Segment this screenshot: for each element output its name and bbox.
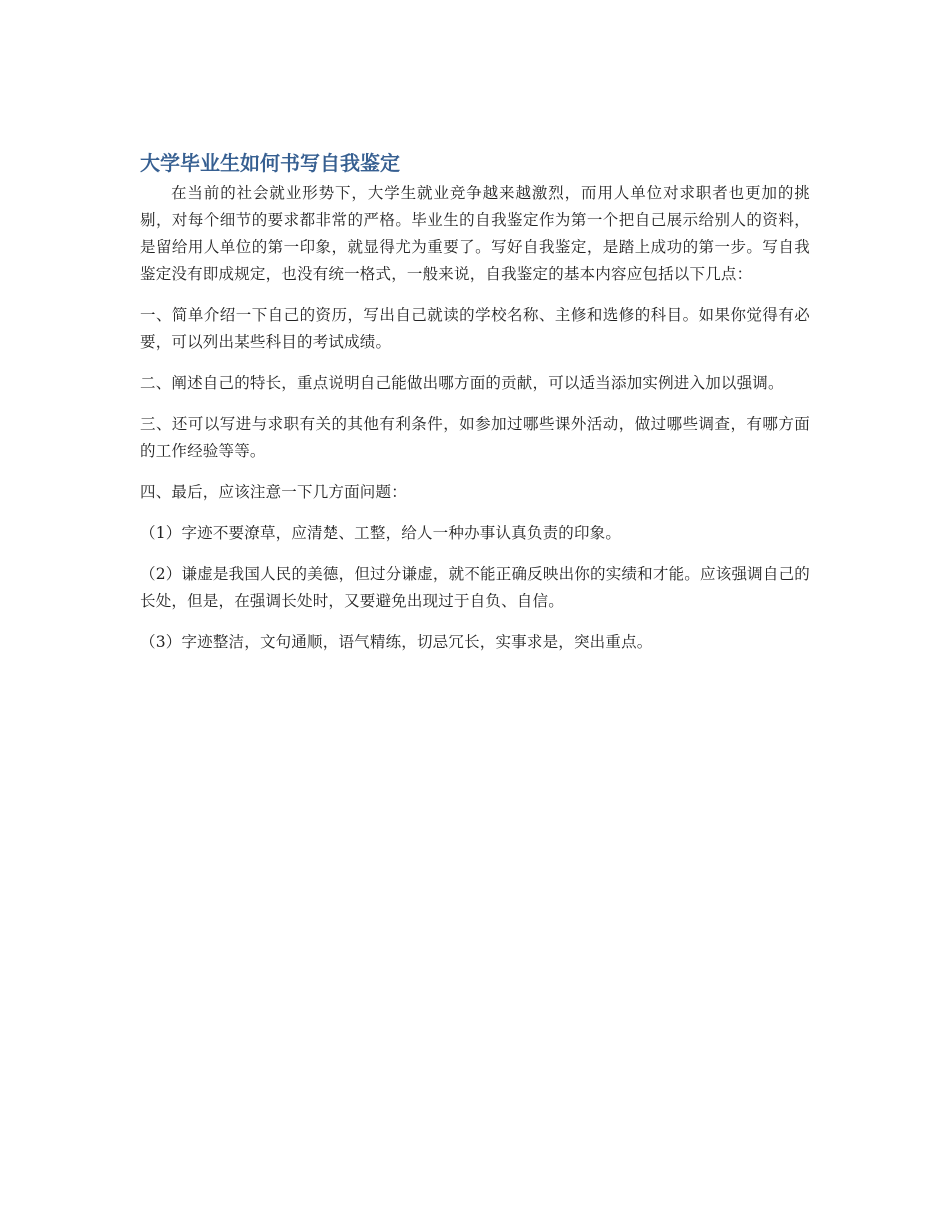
point-one-paragraph: 一、简单介绍一下自己的资历，写出自己就读的学校名称、主修和选修的科目。如果你觉得有必要，可以列出某些科目的考试成绩。	[140, 306, 810, 351]
point-four-paragraph: 四、最后，应该注意一下几方面问题：	[140, 483, 407, 501]
point-three-paragraph: 三、还可以写进与求职有关的其他有利条件，如参加过哪些课外活动，做过哪些调查，有哪方面的工作经验等等。	[140, 415, 810, 460]
document-page	[140, 148, 810, 670]
intro-paragraph: 在当前的社会就业形势下，大学生就业竞争越来越激烈，而用人单位对求职者也更加的挑剔，对每个细节的要求都非常的严格。毕业生的自我鉴定作为第一个把自己展示给别人的资料，是留给用人单位的第一印象，就显得尤为重要了。写好自我鉴定，是踏上成功的第一步。写自我鉴定没有即成规定，也没有统一格式，一般来说，自我鉴定的基本内容应包括以下几点：	[140, 184, 810, 283]
note-two-paragraph: （2）谦虚是我国人民的美德，但过分谦虚，就不能正确反映出你的实绩和才能。应该强调自己的长处，但是，在强调长处时，又要避免出现过于自负、自信。	[140, 565, 810, 610]
document-title: 大学毕业生如何书写自我鉴定	[140, 151, 400, 175]
note-one-paragraph: （1）字迹不要潦草，应清楚、工整，给人一种办事认真负责的印象。	[140, 524, 622, 542]
point-two-paragraph: 二、阐述自己的特长，重点说明自己能做出哪方面的贡献，可以适当添加实例进入加以强调。	[140, 374, 784, 392]
note-three-paragraph: （3）字迹整洁，文句通顺，语气精练，切忌冗长，实事求是，突出重点。	[140, 633, 653, 651]
